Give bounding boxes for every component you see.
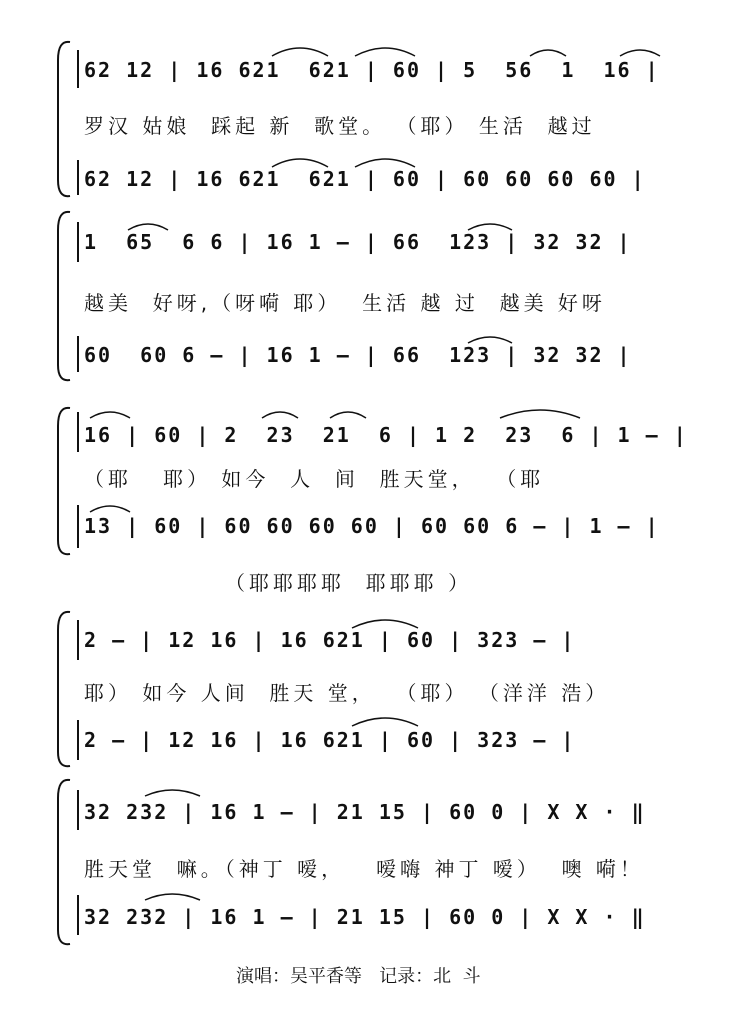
system-2-voice-1: 1 65 6 6 | 16 1 – | 66 123 | 32 32 | bbox=[84, 230, 632, 254]
system-5-lyric: 胜天堂 嘛。（神丁 嗳， 嗳嗨 神丁 嗳） 噢 嗬！ bbox=[84, 857, 644, 881]
system-3-extra-lyric: （耶耶耶耶 耶耶耶 ） bbox=[225, 571, 473, 595]
system-1-voice-1: 62 12 | 16 621 621 | 60 | 5 56 1 16 | bbox=[84, 58, 660, 82]
system-brace bbox=[58, 212, 70, 380]
system-3-lyric: （耶 耶） 如今 人 间 胜天堂， （耶 bbox=[84, 467, 545, 491]
system-3-voice-1: 16 | 60 | 2 23 21 6 | 1 2 23 6 | 1 – | bbox=[84, 423, 688, 447]
system-5-voice-2: 32 232 | 16 1 – | 21 15 | 60 0 | X X · ‖ bbox=[84, 905, 646, 929]
system-5-voice-1: 32 232 | 16 1 – | 21 15 | 60 0 | X X · ‖ bbox=[84, 800, 646, 824]
system-4-voice-2: 2 – | 12 16 | 16 621 | 60 | 323 – | bbox=[84, 728, 576, 752]
system-3-voice-2: 13 | 60 | 60 60 60 60 | 60 60 6 – | 1 – | bbox=[84, 514, 660, 538]
system-brace bbox=[58, 42, 70, 196]
system-2-lyric: 越美 好呀,（呀嗬 耶） 生活 越 过 越美 好呀 bbox=[84, 291, 606, 315]
credit-line: 演唱：吴平香等 记录：北 斗 bbox=[236, 966, 481, 987]
system-1-voice-2: 62 12 | 16 621 621 | 60 | 60 60 60 60 | bbox=[84, 167, 646, 191]
system-4-lyric: 耶） 如今 人间 胜天 堂， （耶） （洋洋 浩） bbox=[84, 681, 610, 705]
system-brace bbox=[58, 780, 70, 944]
system-1-lyric: 罗汉 姑娘 踩起 新 歌堂。 （耶） 生活 越过 bbox=[84, 114, 596, 138]
system-2-voice-2: 60 60 6 – | 16 1 – | 66 123 | 32 32 | bbox=[84, 343, 632, 367]
system-brace bbox=[58, 612, 70, 766]
system-4-voice-1: 2 – | 12 16 | 16 621 | 60 | 323 – | bbox=[84, 628, 576, 652]
system-brace bbox=[58, 408, 70, 554]
